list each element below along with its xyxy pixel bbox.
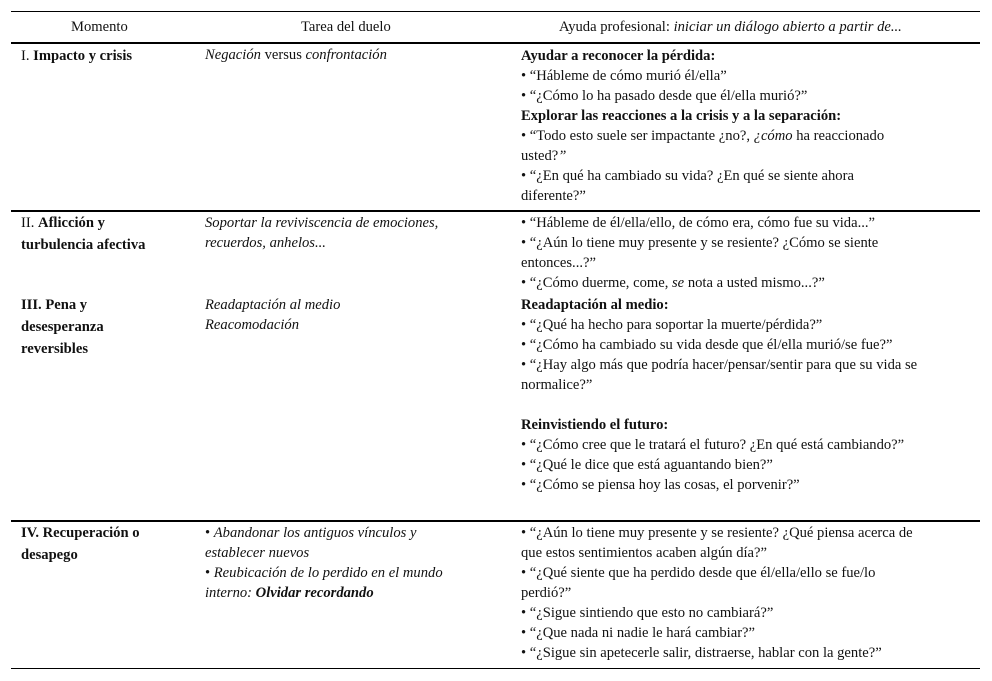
row4-tarea-line-1-text: Abandonar los antiguos vínculos y xyxy=(213,525,417,541)
row4-ayuda-line-3: • “¿Sigue sintiendo que esto no cambiará?” xyxy=(521,605,774,621)
row1-ayuda xyxy=(521,46,966,206)
row1-momento-label: Impacto y crisis xyxy=(33,48,133,64)
header-momento: Momento xyxy=(71,19,128,35)
row1-ayuda-line-3a: • “Todo esto suele ser impactante ¿no?, xyxy=(521,128,754,144)
row4-tarea-line-4 xyxy=(205,583,495,603)
row3-tarea-line-1: Readaptación al medio xyxy=(205,297,341,313)
row2-momento-label-2: turbulencia afectiva xyxy=(21,237,146,253)
row1-momento xyxy=(21,45,201,67)
row4-tarea-line-3 xyxy=(205,563,495,583)
row2-ayuda-line-2: • “¿Aún lo tiene muy presente y se resiente? ¿Cómo se siente xyxy=(521,235,879,251)
row1-ayuda-line-4-cont: diferente?” xyxy=(521,188,586,204)
row4-tarea-bullet-1: • xyxy=(205,525,214,541)
row3-ayuda xyxy=(521,295,966,495)
row1-ayuda-line-3b: ¿cómo xyxy=(753,128,793,144)
row1-ayuda-line-4: • “¿En qué ha cambiado su vida? ¿En qué se siente ahora xyxy=(521,168,854,184)
row4-tarea xyxy=(205,523,495,603)
row2-tarea-line-2: recuerdos, anhelos... xyxy=(205,235,326,251)
row3-ayuda-line-1: • “¿Qué ha hecho para soportar la muerte/pérdida?” xyxy=(521,317,823,333)
row2-ayuda-line-3a: • “¿Cómo duerme, come, xyxy=(521,275,672,291)
row3-ayuda-heading-2: Reinvistiendo el futuro: xyxy=(521,417,669,433)
row1-ayuda-heading-2: Explorar las reacciones a la crisis y a la separación: xyxy=(521,108,842,124)
row4-momento xyxy=(21,522,201,566)
row4-ayuda xyxy=(521,523,966,663)
row1-tarea xyxy=(205,45,495,65)
row4-ayuda-line-2: • “¿Qué siente que ha perdido desde que él/ella/ello se fue/lo xyxy=(521,565,876,581)
row2-ayuda xyxy=(521,213,966,293)
row4-momento-line-2: desapego xyxy=(21,547,78,563)
row3-ayuda-line-5: • “¿Qué le dice que está aguantando bien?” xyxy=(521,457,773,473)
row1-tarea-c: confrontación xyxy=(305,47,387,63)
row3-tarea-line-2: Reacomodación xyxy=(205,317,300,333)
row2-tarea xyxy=(205,213,495,253)
row1-ayuda-line-3-cont xyxy=(521,146,966,166)
header-ayuda xyxy=(559,17,902,37)
row4-momento-line-1: IV. Recuperación o xyxy=(21,525,140,541)
row2-momento xyxy=(21,212,201,256)
row3-momento-line-1: III. Pena y xyxy=(21,297,88,313)
row4-tarea-line-2: establecer nuevos xyxy=(205,545,310,561)
row1-tarea-b: versus xyxy=(260,47,306,63)
row2-ayuda-line-2-cont: entonces...?” xyxy=(521,255,596,271)
row4-ayuda-line-4: • “¿Que nada ni nadie le hará cambiar?” xyxy=(521,625,756,641)
row3-ayuda-line-3: • “¿Hay algo más que podría hacer/pensar/sentir para que su vida se xyxy=(521,357,918,373)
row3-ayuda-spacer xyxy=(521,395,966,415)
row4-tarea-line-1 xyxy=(205,523,495,543)
row4-tarea-line-4-text: interno: xyxy=(205,585,256,601)
row1-ayuda-line-3e: ” xyxy=(558,148,567,164)
row1-ayuda-line-3c: ha reaccionado xyxy=(792,128,885,144)
top-rule xyxy=(11,11,980,12)
row1-tarea-a: Negación xyxy=(205,47,261,63)
row1-ayuda-line-3 xyxy=(521,126,966,146)
row3-ayuda-heading-1: Readaptación al medio: xyxy=(521,297,669,313)
row1-ayuda-heading-1: Ayudar a reconocer la pérdida: xyxy=(521,48,716,64)
row3-tarea xyxy=(205,295,495,335)
row1-ayuda-line-2: • “¿Cómo lo ha pasado desde que él/ella murió?” xyxy=(521,88,808,104)
row2-momento-label-1: Aflicción y xyxy=(38,215,105,231)
header-tarea: Tarea del duelo xyxy=(301,19,391,35)
header-ayuda-italic: iniciar un diálogo abierto a partir de... xyxy=(673,19,902,35)
row2-ayuda-line-3c: nota a usted mismo...?” xyxy=(684,275,825,291)
row4-ayuda-line-1-cont: que estos sentimientos acaben algún día?” xyxy=(521,545,767,561)
row3-momento-line-2: desesperanza xyxy=(21,319,104,335)
row2-ayuda-line-1: • “Hábleme de él/ella/ello, de cómo era, cómo fue su vida...” xyxy=(521,215,875,231)
row1-momento-prefix: I. xyxy=(21,48,34,64)
row4-ayuda-line-5: • “¿Sigue sin apetecerle salir, distraerse, hablar con la gente?” xyxy=(521,645,882,661)
row4-tarea-bullet-2: • xyxy=(205,565,214,581)
row4-ayuda-line-1: • “¿Aún lo tiene muy presente y se resiente? ¿Qué piensa acerca de xyxy=(521,525,913,541)
row3-momento xyxy=(21,294,201,360)
row3-momento-line-3: reversibles xyxy=(21,341,89,357)
row2-momento-prefix: II. xyxy=(21,215,39,231)
bottom-rule xyxy=(11,668,980,669)
row3-ayuda-line-3-cont: normalice?” xyxy=(521,377,593,393)
row3-ayuda-line-2: • “¿Cómo ha cambiado su vida desde que él/ella murió/se fue?” xyxy=(521,337,893,353)
row4-tarea-line-3-text: Reubicación de lo perdido en el mundo xyxy=(213,565,443,581)
row1-ayuda-line-1: • “Hábleme de cómo murió él/ella” xyxy=(521,68,727,84)
row2-ayuda-line-3b: se xyxy=(672,275,685,291)
row4-tarea-line-4-emphasis: Olvidar recordando xyxy=(255,585,374,601)
row1-ayuda-line-3d: usted? xyxy=(521,148,559,164)
row2-tarea-line-1: Soportar la reviviscencia de emociones, xyxy=(205,215,439,231)
row3-ayuda-line-6: • “¿Cómo se piensa hoy las cosas, el porvenir?” xyxy=(521,477,800,493)
row2-ayuda-line-3 xyxy=(521,273,966,293)
header-rule xyxy=(11,42,980,44)
row4-ayuda-line-2-cont: perdió?” xyxy=(521,585,572,601)
row3-ayuda-line-4: • “¿Cómo cree que le tratará el futuro? ¿En qué está cambiando?” xyxy=(521,437,905,453)
header-ayuda-plain: Ayuda profesional: xyxy=(559,19,674,35)
